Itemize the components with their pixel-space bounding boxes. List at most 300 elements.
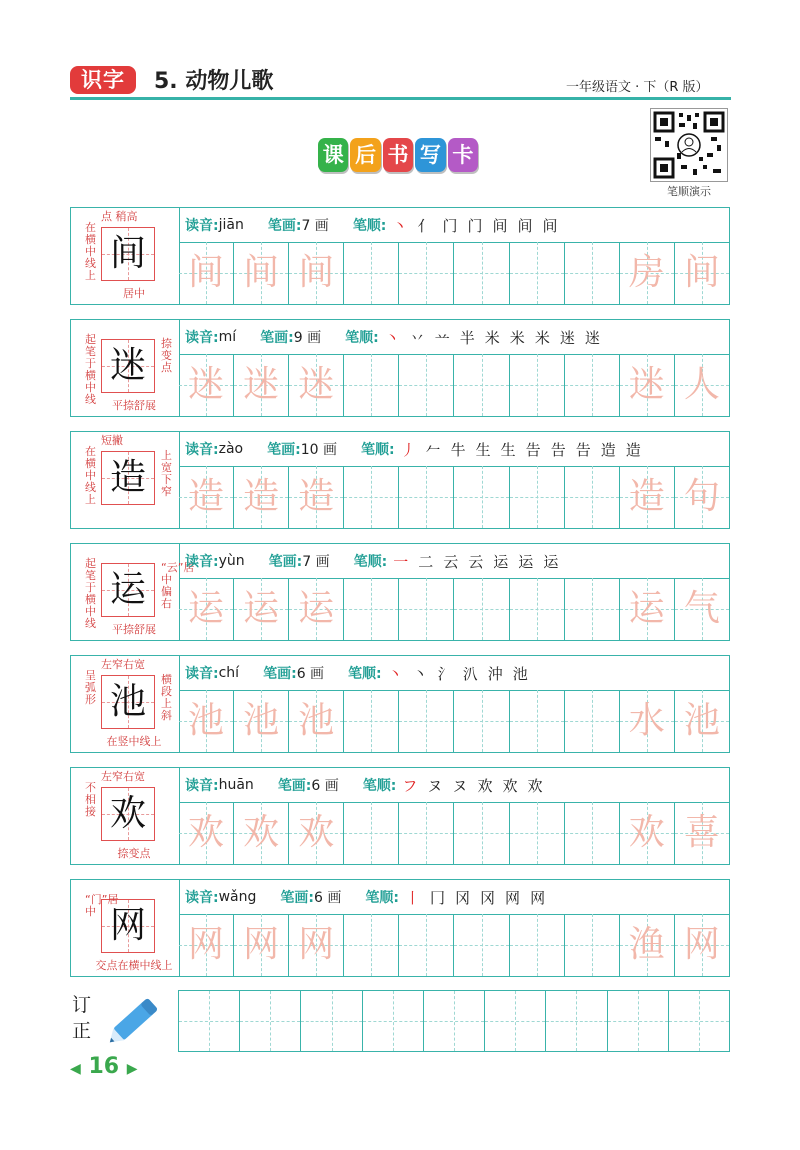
practice-cell[interactable] — [234, 578, 289, 640]
practice-cell[interactable] — [454, 466, 509, 528]
stroke-step: 运 — [518, 552, 534, 571]
stroke-count-value: 6 画 — [314, 890, 342, 906]
stroke-step: 网 — [505, 888, 521, 907]
practice-cell[interactable] — [620, 802, 675, 864]
stroke-step: 迷 — [559, 328, 575, 347]
trace-character — [454, 466, 508, 528]
correction-cell[interactable] — [669, 991, 729, 1051]
stroke-step: 二 — [418, 552, 434, 571]
trace-character: 间 — [243, 252, 280, 293]
qr-label: 笔顺演示 — [667, 185, 711, 198]
trace-character — [454, 802, 508, 864]
practice-grid — [179, 466, 729, 528]
trace-character: 网 — [683, 924, 720, 965]
trace-character — [454, 690, 508, 752]
practice-cell[interactable] — [454, 242, 509, 304]
trace-character — [454, 242, 508, 304]
practice-cell[interactable] — [510, 578, 565, 640]
trace-character — [454, 354, 508, 416]
practice-cell[interactable] — [179, 690, 234, 752]
trace-character: 渔 — [628, 924, 665, 965]
stroke-step: 䒑 — [434, 328, 450, 347]
practice-cell[interactable] — [620, 242, 675, 304]
stroke-step: 造 — [625, 440, 641, 459]
practice-cell[interactable] — [234, 914, 289, 976]
stroke-count-value: 7 画 — [302, 554, 330, 570]
trace-character: 欢 — [243, 812, 280, 853]
char-row — [70, 879, 730, 977]
practice-cell[interactable] — [289, 914, 344, 976]
pinyin-label: 读音: — [185, 554, 219, 570]
trace-character — [399, 242, 453, 304]
grade-label: 一年级语文 · 下（R 版） — [566, 80, 709, 95]
practice-cell[interactable] — [675, 802, 729, 864]
correction-cell[interactable] — [424, 991, 485, 1051]
stroke-step: 告 — [525, 440, 541, 459]
practice-cell[interactable] — [454, 914, 509, 976]
correction-cell[interactable] — [546, 991, 607, 1051]
stroke-count-label: 笔画: — [260, 330, 294, 346]
stroke-step: 造 — [600, 440, 616, 459]
trace-character: 运 — [188, 588, 225, 629]
trace-character — [344, 802, 398, 864]
correction-cell[interactable] — [179, 991, 240, 1051]
pinyin-label: 读音: — [185, 218, 219, 234]
trace-character: 池 — [298, 700, 335, 741]
trace-character — [510, 802, 564, 864]
stroke-count-value: 6 画 — [311, 778, 339, 794]
practice-cell[interactable] — [565, 354, 620, 416]
trace-character: 欢 — [298, 812, 335, 853]
practice-cell[interactable] — [344, 354, 399, 416]
stroke-step: 运 — [543, 552, 559, 571]
practice-cell[interactable] — [565, 578, 620, 640]
stroke-step: 米 — [509, 328, 525, 347]
trace-character: 气 — [683, 588, 720, 629]
model-character: 运 — [109, 569, 146, 610]
stroke-step: 告 — [575, 440, 591, 459]
page-number: 16 — [88, 1054, 120, 1079]
stroke-step: 汃 — [462, 664, 478, 683]
trace-character — [454, 914, 508, 976]
stroke-step: 半 — [459, 328, 475, 347]
trace-character — [565, 690, 619, 752]
stroke-step: 网 — [530, 888, 546, 907]
stroke-count-label: 笔画: — [263, 666, 297, 682]
practice-cell[interactable] — [344, 802, 399, 864]
stroke-count-value: 10 画 — [300, 442, 337, 458]
stroke-step: 丶 — [392, 216, 408, 235]
practice-cell[interactable] — [675, 242, 729, 304]
trace-character: 网 — [298, 924, 335, 965]
pinyin-value: zào — [218, 441, 244, 457]
char-row — [70, 655, 730, 753]
stroke-step: 间 — [517, 216, 533, 235]
stroke-order-label: 笔顺: — [348, 666, 382, 682]
trace-character: 间 — [298, 252, 335, 293]
trace-character — [565, 578, 619, 640]
pinyin-value: jiān — [218, 217, 244, 233]
practice-grid — [179, 914, 729, 976]
pinyin-value: chí — [218, 665, 240, 681]
stroke-count-value: 9 画 — [293, 330, 322, 346]
stroke-step: フ — [402, 776, 418, 795]
note-left: 起笔于横中线 — [85, 333, 96, 406]
model-character-panel — [71, 880, 180, 976]
practice-cell[interactable] — [289, 242, 344, 304]
practice-cell[interactable] — [179, 802, 234, 864]
model-character-panel — [71, 320, 180, 416]
trace-character: 网 — [188, 924, 225, 965]
trace-character — [565, 802, 619, 864]
stroke-step: 𠂉 — [425, 440, 441, 459]
title-tile: 写 — [415, 138, 445, 172]
practice-cell[interactable] — [234, 354, 289, 416]
stroke-step: 间 — [492, 216, 508, 235]
stroke-step: 米 — [534, 328, 550, 347]
practice-cell[interactable] — [399, 242, 454, 304]
pinyin-label: 读音: — [185, 442, 219, 458]
trace-character: 造 — [243, 476, 280, 517]
model-character-panel — [71, 208, 180, 304]
model-character-panel — [71, 656, 180, 752]
practice-cell[interactable] — [399, 690, 454, 752]
stroke-count-label: 笔画: — [280, 890, 315, 906]
practice-cell[interactable] — [344, 690, 399, 752]
pinyin-value: huān — [218, 777, 254, 793]
trace-character: 迷 — [243, 364, 280, 405]
trace-character — [399, 802, 453, 864]
practice-cell[interactable] — [399, 802, 454, 864]
practice-cell[interactable] — [454, 802, 509, 864]
trace-character — [344, 690, 398, 752]
practice-cell[interactable] — [565, 466, 620, 528]
stroke-count-value: 7 画 — [301, 218, 329, 234]
trace-character — [344, 914, 398, 976]
stroke-step: 冈 — [455, 888, 471, 907]
trace-character — [399, 914, 453, 976]
practice-cell[interactable] — [179, 914, 234, 976]
practice-cell[interactable] — [234, 466, 289, 528]
stroke-order-label: 笔顺: — [345, 330, 379, 346]
practice-cell[interactable] — [344, 578, 399, 640]
trace-character: 池 — [683, 700, 720, 741]
model-character: 网 — [109, 905, 146, 946]
stroke-step: 丨 — [404, 888, 420, 907]
correction-grid[interactable] — [178, 990, 730, 1052]
stroke-step: 生 — [500, 440, 516, 459]
stroke-order-sequence — [402, 775, 542, 796]
practice-cell[interactable] — [399, 354, 454, 416]
stroke-step: 欢 — [477, 776, 493, 795]
practice-cell[interactable] — [344, 914, 399, 976]
trace-character: 人 — [683, 364, 720, 405]
card-title — [318, 138, 478, 172]
practice-cell[interactable] — [179, 354, 234, 416]
practice-cell[interactable] — [510, 466, 565, 528]
trace-character: 网 — [243, 924, 280, 965]
practice-grid — [179, 802, 729, 864]
trace-character: 造 — [628, 476, 665, 517]
practice-cell[interactable] — [179, 466, 234, 528]
stroke-step: 门 — [442, 216, 458, 235]
stroke-count-label: 笔画: — [277, 778, 312, 794]
stroke-order-label: 笔顺: — [360, 442, 395, 458]
note-left: 在横中线上 — [85, 221, 96, 282]
note-left: 不相接 — [85, 781, 96, 818]
char-info-bar — [179, 656, 729, 691]
trace-character: 运 — [243, 588, 280, 629]
trace-character — [510, 690, 564, 752]
stroke-step: 欢 — [527, 776, 543, 795]
trace-character — [344, 578, 398, 640]
trace-character: 造 — [188, 476, 225, 517]
stroke-step: 间 — [542, 216, 558, 235]
practice-cell[interactable] — [620, 466, 675, 528]
trace-character: 间 — [683, 252, 720, 293]
note-left: “门”居中 — [85, 893, 119, 918]
model-character-panel — [71, 544, 195, 640]
note-bottom: 居中 — [123, 287, 145, 300]
stroke-step: 云 — [468, 552, 484, 571]
stroke-order-sequence — [393, 551, 558, 572]
trace-character: 水 — [628, 700, 665, 741]
practice-cell[interactable] — [620, 354, 675, 416]
next-arrow-icon: ▶ — [126, 1061, 138, 1077]
title-tile: 课 — [318, 138, 348, 172]
note-bottom: 捺变点 — [117, 847, 151, 860]
lesson-type-badge: 识字 — [70, 66, 136, 94]
trace-character — [565, 242, 619, 304]
practice-cell[interactable] — [510, 242, 565, 304]
trace-character — [510, 578, 564, 640]
practice-cell[interactable] — [620, 690, 675, 752]
practice-cell[interactable] — [234, 802, 289, 864]
header-divider — [70, 97, 731, 100]
note-bottom: 在竖中线上 — [106, 735, 162, 748]
model-character-panel — [71, 432, 180, 528]
char-row — [70, 319, 730, 417]
trace-character — [399, 466, 453, 528]
title-tile: 书 — [383, 138, 413, 172]
note-left: 起笔于横中线 — [85, 557, 96, 630]
stroke-count-value: 6 画 — [296, 666, 325, 682]
practice-cell[interactable] — [510, 354, 565, 416]
trace-character — [344, 354, 398, 416]
practice-cell[interactable] — [399, 914, 454, 976]
stroke-step: 米 — [484, 328, 500, 347]
stroke-order-label: 笔顺: — [352, 218, 387, 234]
practice-cell[interactable] — [234, 242, 289, 304]
note-right: “云”居中偏右 — [161, 561, 195, 610]
stroke-step: 迷 — [584, 328, 600, 347]
practice-cell[interactable] — [565, 690, 620, 752]
stroke-step: ヌ — [452, 776, 468, 795]
correction-cell[interactable] — [363, 991, 424, 1051]
trace-character: 房 — [628, 252, 665, 293]
practice-cell[interactable] — [289, 690, 344, 752]
model-character: 池 — [109, 681, 146, 722]
trace-character — [399, 354, 453, 416]
trace-character: 池 — [188, 700, 225, 741]
note-right: 捺变点 — [161, 337, 172, 374]
practice-cell[interactable] — [234, 690, 289, 752]
practice-cell[interactable] — [565, 242, 620, 304]
practice-cell[interactable] — [454, 690, 509, 752]
stroke-step: 冂 — [430, 888, 446, 907]
stroke-step: 亻 — [417, 216, 433, 235]
stroke-step: 一 — [393, 552, 409, 571]
stroke-step: 生 — [475, 440, 491, 459]
stroke-step: 丶 — [412, 664, 428, 683]
practice-cell[interactable] — [620, 578, 675, 640]
practice-cell[interactable] — [289, 354, 344, 416]
pinyin-label: 读音: — [185, 666, 219, 682]
model-character: 欢 — [109, 793, 146, 834]
trace-character — [510, 242, 564, 304]
practice-cell[interactable] — [565, 914, 620, 976]
practice-cell[interactable] — [289, 466, 344, 528]
practice-cell[interactable] — [675, 914, 729, 976]
char-row — [70, 207, 730, 305]
stroke-step: 欢 — [502, 776, 518, 795]
note-right: 横段上斜 — [161, 673, 172, 722]
note-top: 左窄右宽 — [101, 770, 145, 783]
note-bottom: 平捺舒展 — [112, 399, 156, 412]
practice-cell[interactable] — [289, 802, 344, 864]
stroke-step: 丶 — [384, 328, 400, 347]
trace-character — [344, 242, 398, 304]
model-character: 造 — [109, 457, 146, 498]
char-row — [70, 431, 730, 529]
note-bottom: 交点在横中线上 — [95, 959, 173, 972]
pinyin-value: mí — [218, 329, 237, 345]
practice-cell[interactable] — [344, 242, 399, 304]
model-character-panel — [71, 768, 180, 864]
practice-cell[interactable] — [399, 578, 454, 640]
practice-cell[interactable] — [675, 690, 729, 752]
trace-character — [454, 578, 508, 640]
trace-character — [565, 354, 619, 416]
practice-cell[interactable] — [454, 354, 509, 416]
correction-cell[interactable] — [240, 991, 301, 1051]
trace-character: 喜 — [683, 812, 720, 853]
stroke-count-label: 笔画: — [267, 442, 301, 458]
note-top: 短撇 — [101, 434, 123, 447]
char-row — [70, 543, 730, 641]
qr-code[interactable] — [650, 108, 728, 182]
stroke-count-label: 笔画: — [268, 554, 303, 570]
practice-cell[interactable] — [675, 354, 729, 416]
page-number-block — [70, 1054, 138, 1079]
trace-character: 迷 — [298, 364, 335, 405]
note-left: 呈弧形 — [85, 669, 96, 706]
pinyin-value: yùn — [218, 553, 245, 569]
stroke-order-sequence — [385, 327, 600, 348]
practice-cell[interactable] — [454, 578, 509, 640]
trace-character: 欢 — [628, 812, 665, 853]
stroke-step: 牛 — [450, 440, 466, 459]
char-info-bar — [179, 880, 729, 915]
correction-label: 订正 — [72, 994, 92, 1042]
practice-cell[interactable] — [344, 466, 399, 528]
stroke-step: 丷 — [409, 328, 425, 347]
trace-character — [510, 914, 564, 976]
char-info-bar — [179, 768, 729, 803]
stroke-step: 沖 — [487, 664, 503, 683]
stroke-step: 运 — [493, 552, 509, 571]
practice-cell[interactable] — [179, 578, 234, 640]
model-character: 迷 — [109, 345, 146, 386]
trace-character: 间 — [188, 252, 225, 293]
note-bottom: 平捺舒展 — [112, 623, 156, 636]
stroke-step: 丿 — [400, 440, 416, 459]
note-left: 在横中线上 — [85, 445, 96, 506]
stroke-step: ヌ — [427, 776, 443, 795]
stroke-step: 冈 — [480, 888, 496, 907]
pinyin-label: 读音: — [185, 330, 219, 346]
correction-cell[interactable] — [301, 991, 362, 1051]
model-character: 间 — [109, 233, 146, 274]
trace-character — [565, 466, 619, 528]
stroke-step: 池 — [512, 664, 528, 683]
practice-grid — [179, 578, 729, 640]
note-top: 左窄右宽 — [101, 658, 145, 671]
correction-cell[interactable] — [485, 991, 546, 1051]
trace-character: 迷 — [628, 364, 665, 405]
trace-character — [344, 466, 398, 528]
practice-cell[interactable] — [620, 914, 675, 976]
practice-grid — [179, 690, 729, 752]
trace-character: 欢 — [188, 812, 225, 853]
practice-cell[interactable] — [289, 578, 344, 640]
stroke-order-sequence — [392, 215, 557, 236]
stroke-order-sequence — [401, 439, 641, 460]
char-info-bar — [179, 544, 729, 579]
trace-character: 造 — [298, 476, 335, 517]
practice-cell[interactable] — [510, 690, 565, 752]
practice-cell[interactable] — [510, 802, 565, 864]
practice-cell[interactable] — [675, 578, 729, 640]
pinyin-label: 读音: — [185, 890, 219, 906]
practice-cell[interactable] — [565, 802, 620, 864]
pencil-icon — [100, 988, 170, 1054]
trace-character — [510, 354, 564, 416]
practice-cell[interactable] — [510, 914, 565, 976]
practice-cell[interactable] — [675, 466, 729, 528]
stroke-step: 告 — [550, 440, 566, 459]
correction-cell[interactable] — [608, 991, 669, 1051]
char-info-bar — [179, 432, 729, 467]
practice-grid — [179, 354, 729, 416]
trace-character: 迷 — [188, 364, 225, 405]
practice-cell[interactable] — [179, 242, 234, 304]
trace-character — [565, 914, 619, 976]
practice-cell[interactable] — [399, 466, 454, 528]
practice-grid — [179, 242, 729, 304]
trace-character: 运 — [628, 588, 665, 629]
stroke-order-sequence — [388, 663, 528, 684]
stroke-step: 氵 — [437, 664, 453, 683]
char-info-bar — [179, 320, 729, 355]
lesson-title: 5. 动物儿歌 — [154, 69, 274, 94]
note-top: 点 稍高 — [101, 210, 138, 223]
prev-arrow-icon: ◀ — [70, 1061, 81, 1077]
trace-character: 池 — [243, 700, 280, 741]
trace-character: 句 — [683, 476, 720, 517]
stroke-order-label: 笔顺: — [353, 554, 388, 570]
char-info-bar — [179, 208, 729, 243]
